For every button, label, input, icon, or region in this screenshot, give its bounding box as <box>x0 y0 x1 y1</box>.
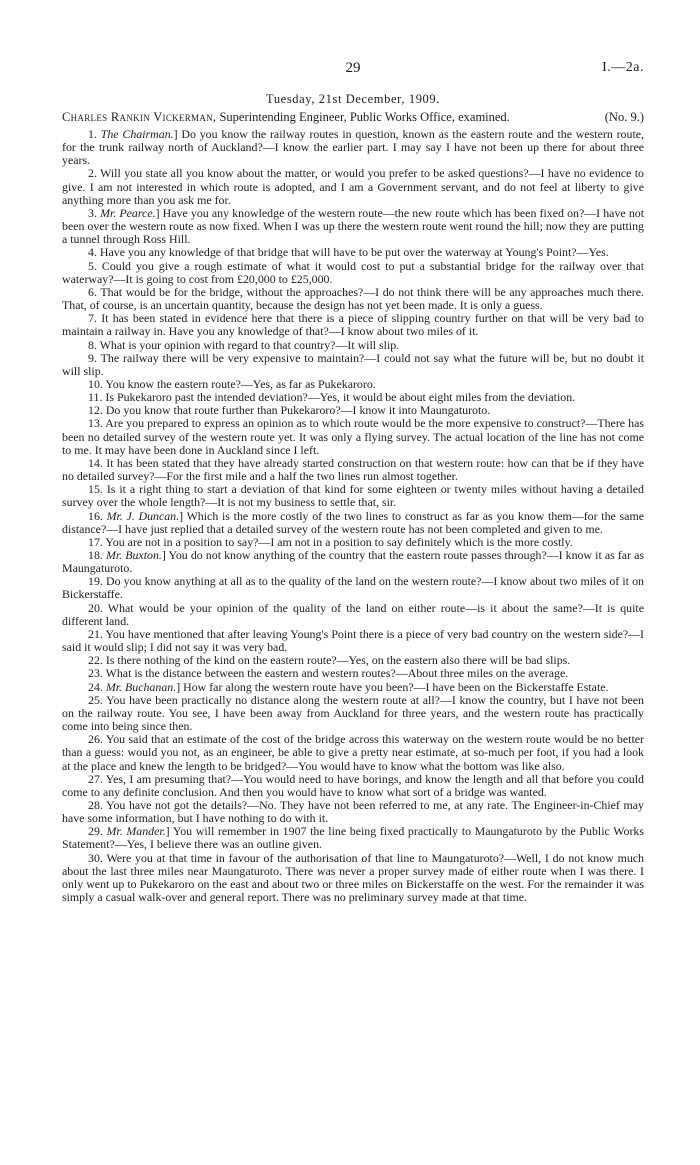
question-paragraph <box>62 483 644 509</box>
page-reference: I.—2a. <box>602 60 644 75</box>
question-paragraph <box>62 352 644 378</box>
question-number: 27. <box>88 771 106 786</box>
question-text: ] Have you any knowledge of the western route—the new route which has been fixed on?—I have not been over the western route as now fixed. When I was up there the western route went round the hill; now they are putting a tunnel through Ross Hill. <box>62 205 645 247</box>
question-paragraph <box>62 575 644 601</box>
page-number: 29 <box>345 60 361 76</box>
question-number: 26. <box>88 732 106 747</box>
question-number: 21. <box>88 626 106 641</box>
question-number: 20. <box>88 600 108 615</box>
speaker-name: Mr. Pearce. <box>100 205 156 220</box>
question-text: Is there nothing of the kind on the eastern route?—Yes, on the eastern also there will be bad slips. <box>105 653 571 668</box>
question-text: You said that an estimate of the cost of the bridge across this waterway on the western route would be no better than a guess: would you not, as an engineer, be able to give a pretty near estimate, at so-much per foot, if you had a look at the place and knew the length to be bridged?—You would have to know what the bottom was like also. <box>62 732 644 773</box>
speaker-name: Mr. Buchanan. <box>105 679 177 694</box>
question-paragraph <box>62 286 644 312</box>
question-text: You have mentioned that after leaving Young's Point there is a piece of very bad country on the western side?—I said it would slip; I did not say it was very bad. <box>62 626 644 655</box>
question-paragraph <box>62 417 644 456</box>
question-number: 29. <box>88 824 107 839</box>
question-number: 15. <box>88 482 107 497</box>
question-text: It has been stated in evidence here that there is a piece of slipping country further on that will be very bad to maintain a railway in. Have you any knowledge of that?—I know about two miles of it. <box>62 311 645 339</box>
question-text: You are not in a position to say?—I am not in a position to say definitely which is the more costly. <box>105 534 573 549</box>
speaker-name: Mr. J. Duncan. <box>106 508 180 523</box>
speaker-name: The Chairman. <box>100 127 174 141</box>
question-number: 9. <box>88 350 101 365</box>
question-text: Do you know anything at all as to the quality of the land on the western route?—I know about two miles of it on Bickerstaffe. <box>62 574 644 602</box>
question-paragraph <box>62 128 644 167</box>
witness-intro <box>62 110 644 125</box>
question-number: 16. <box>88 508 107 523</box>
question-number: 8. <box>88 337 100 352</box>
question-text: You have not got the details?—No. They have not been referred to me, at any rate. The Engineer-in-Chief may have some information, but I have nothing to do with it. <box>62 797 644 826</box>
speaker-name: Mr. Buxton. <box>105 548 162 562</box>
question-text: It has been stated that they have already started construction on that western route: how can that be if they have no detailed survey?—For the first mile and a half the two lines run almost together. <box>62 455 644 484</box>
question-text: ] You will remember in 1907 the line being fixed practically to Maungaturoto by the Public Works Statement?—Yes, I believe there was an outline given. <box>62 824 644 852</box>
question-number: 19. <box>88 574 106 589</box>
question-text: ] Do you know the railway routes in question, known as the eastern route and the western route, for the trunk railway north of Auckland?—I know the earlier part. I may say I have not been up there for about three years. <box>62 127 644 168</box>
question-number: 2. <box>88 166 101 181</box>
question-number: 25. <box>88 692 107 707</box>
question-number: 1. <box>88 127 101 141</box>
question-number: 18. <box>88 548 106 562</box>
question-paragraph <box>62 167 644 206</box>
question-number: 28. <box>88 797 107 812</box>
witness-description: Superintending Engineer, Public Works Office, examined. <box>216 110 510 124</box>
question-paragraph <box>62 207 644 246</box>
question-text: That would be for the bridge, without the approaches?—I do not think there will be any approaches much there. That, of course, is an uncertain quantity, because the design has not yet been made. It is only a guess. <box>62 284 644 313</box>
question-text: Could you give a rough estimate of what it would cost to put a substantial bridge for the railway over that waterway?—It is going to cost from £20,000 to £25,000. <box>62 258 644 286</box>
question-number: 5. <box>88 258 102 273</box>
question-text: What is your opinion with regard to that country?—It will slip. <box>99 337 400 352</box>
question-number: 22. <box>88 653 106 668</box>
question-paragraph <box>62 799 644 825</box>
question-number: 3. <box>88 205 101 220</box>
question-text: Do you know that route further than Pukekaroro?—I know it into Maungaturoto. <box>105 403 491 418</box>
question-paragraph <box>62 312 644 338</box>
question-paragraph <box>62 549 644 575</box>
question-text: Have you any knowledge of that bridge that will have to be put over the waterway at Young's Point?—Yes. <box>99 245 609 260</box>
question-text: Were you at that time in favour of the authorisation of that line to Maungaturoto?—Well, I do not know much about the last three miles near Maungaturoto. There was never a proper survey made of either route when I was there. I only went up to Pukekaroro on the east and about two or three miles on Bickerstaffe on the west. For the remainder it was simply a casual walk-over and general report. There was no preliminary survey made at that time. <box>62 850 644 905</box>
question-number: 11. <box>88 390 106 405</box>
witness-reference: (No. 9.) <box>604 110 644 124</box>
question-text: Is Pukekaroro past the intended deviation?—Yes, it would be about eight miles from the deviation. <box>105 390 576 405</box>
question-paragraph <box>62 773 644 799</box>
question-text: Are you prepared to express an opinion as to which route would be the more expensive to construct?—There has been no detailed survey of the western route yet. It was only a flying survey. The actual location of the line has not come to me. It may have been done in Auckland since I left. <box>62 416 644 457</box>
question-number: 17. <box>88 534 106 549</box>
question-number: 13. <box>88 416 106 431</box>
date-heading: Tuesday, 21st December, 1909. <box>266 92 440 106</box>
question-paragraph <box>62 628 644 654</box>
question-paragraph <box>62 510 644 536</box>
question-paragraph <box>62 852 644 905</box>
question-text: Yes, I am presuming that?—You would need to have borings, and know the length and all that before you could come to any definite conclusion. And then you would have to know what sort of a bridge was wanted. <box>62 771 644 799</box>
question-number: 23. <box>88 666 106 681</box>
evidence-questions <box>62 128 644 904</box>
question-number: 6. <box>88 284 101 299</box>
question-paragraph <box>62 260 644 286</box>
question-paragraph <box>62 733 644 772</box>
question-paragraph <box>62 602 644 628</box>
speaker-name: Mr. Mander. <box>106 824 166 839</box>
question-number: 14. <box>88 455 107 470</box>
question-number: 30. <box>88 850 107 865</box>
question-number: 7. <box>88 311 102 326</box>
question-text: Will you state all you know about the matter, or would you prefer to be asked questions?—I have no evidence to give. I am not interested in which route is adopted, and I am a Government servant, and do not feel at liberty to give anything more than you ask me for. <box>62 166 644 207</box>
question-number: 10. <box>88 376 106 391</box>
question-text: ] How far along the western route have you been?—I have been on the Bickerstaffe Estate. <box>176 679 609 694</box>
question-text: You have been practically no distance along the western route at all?—I know the country, but I have not been on the railway route. You see, I have been away from Auckland for three years, and the western route has practically come into being since then. <box>62 692 644 734</box>
question-text: Is it a right thing to start a deviation of that kind for some eighteen or twenty miles without having a detailed survey over the whole length?—It is not my business to settle that, sir. <box>62 482 644 510</box>
question-text: The railway there will be very expensive to maintain?—I could not say what the future will be, but no doubt it will slip. <box>62 350 644 378</box>
question-paragraph <box>62 825 644 851</box>
question-number: 4. <box>88 245 100 260</box>
question-text: What would be your opinion of the quality of the land on either route—is it about the same?—It is quite different land. <box>62 600 645 628</box>
page-header <box>62 60 644 80</box>
question-text: What is the distance between the eastern and western routes?—About three miles on the average. <box>105 666 569 681</box>
witness-name: Charles Rankin Vickerman, <box>62 110 217 124</box>
question-paragraph <box>62 694 644 733</box>
question-number: 24. <box>88 679 106 694</box>
question-text: ] You do not know anything of the country that the eastern route passes through?—I know it as far as Maungaturoto. <box>62 548 645 576</box>
question-text: You know the eastern route?—Yes, as far as Pukekaroro. <box>105 376 376 391</box>
question-paragraph <box>62 457 644 483</box>
question-text: ] Which is the more costly of the two lines to construct as far as you know them—for the same distance?—I have just replied that a detailed survey of the western route has not been completed and given to me. <box>62 508 644 536</box>
question-number: 12. <box>88 403 106 418</box>
